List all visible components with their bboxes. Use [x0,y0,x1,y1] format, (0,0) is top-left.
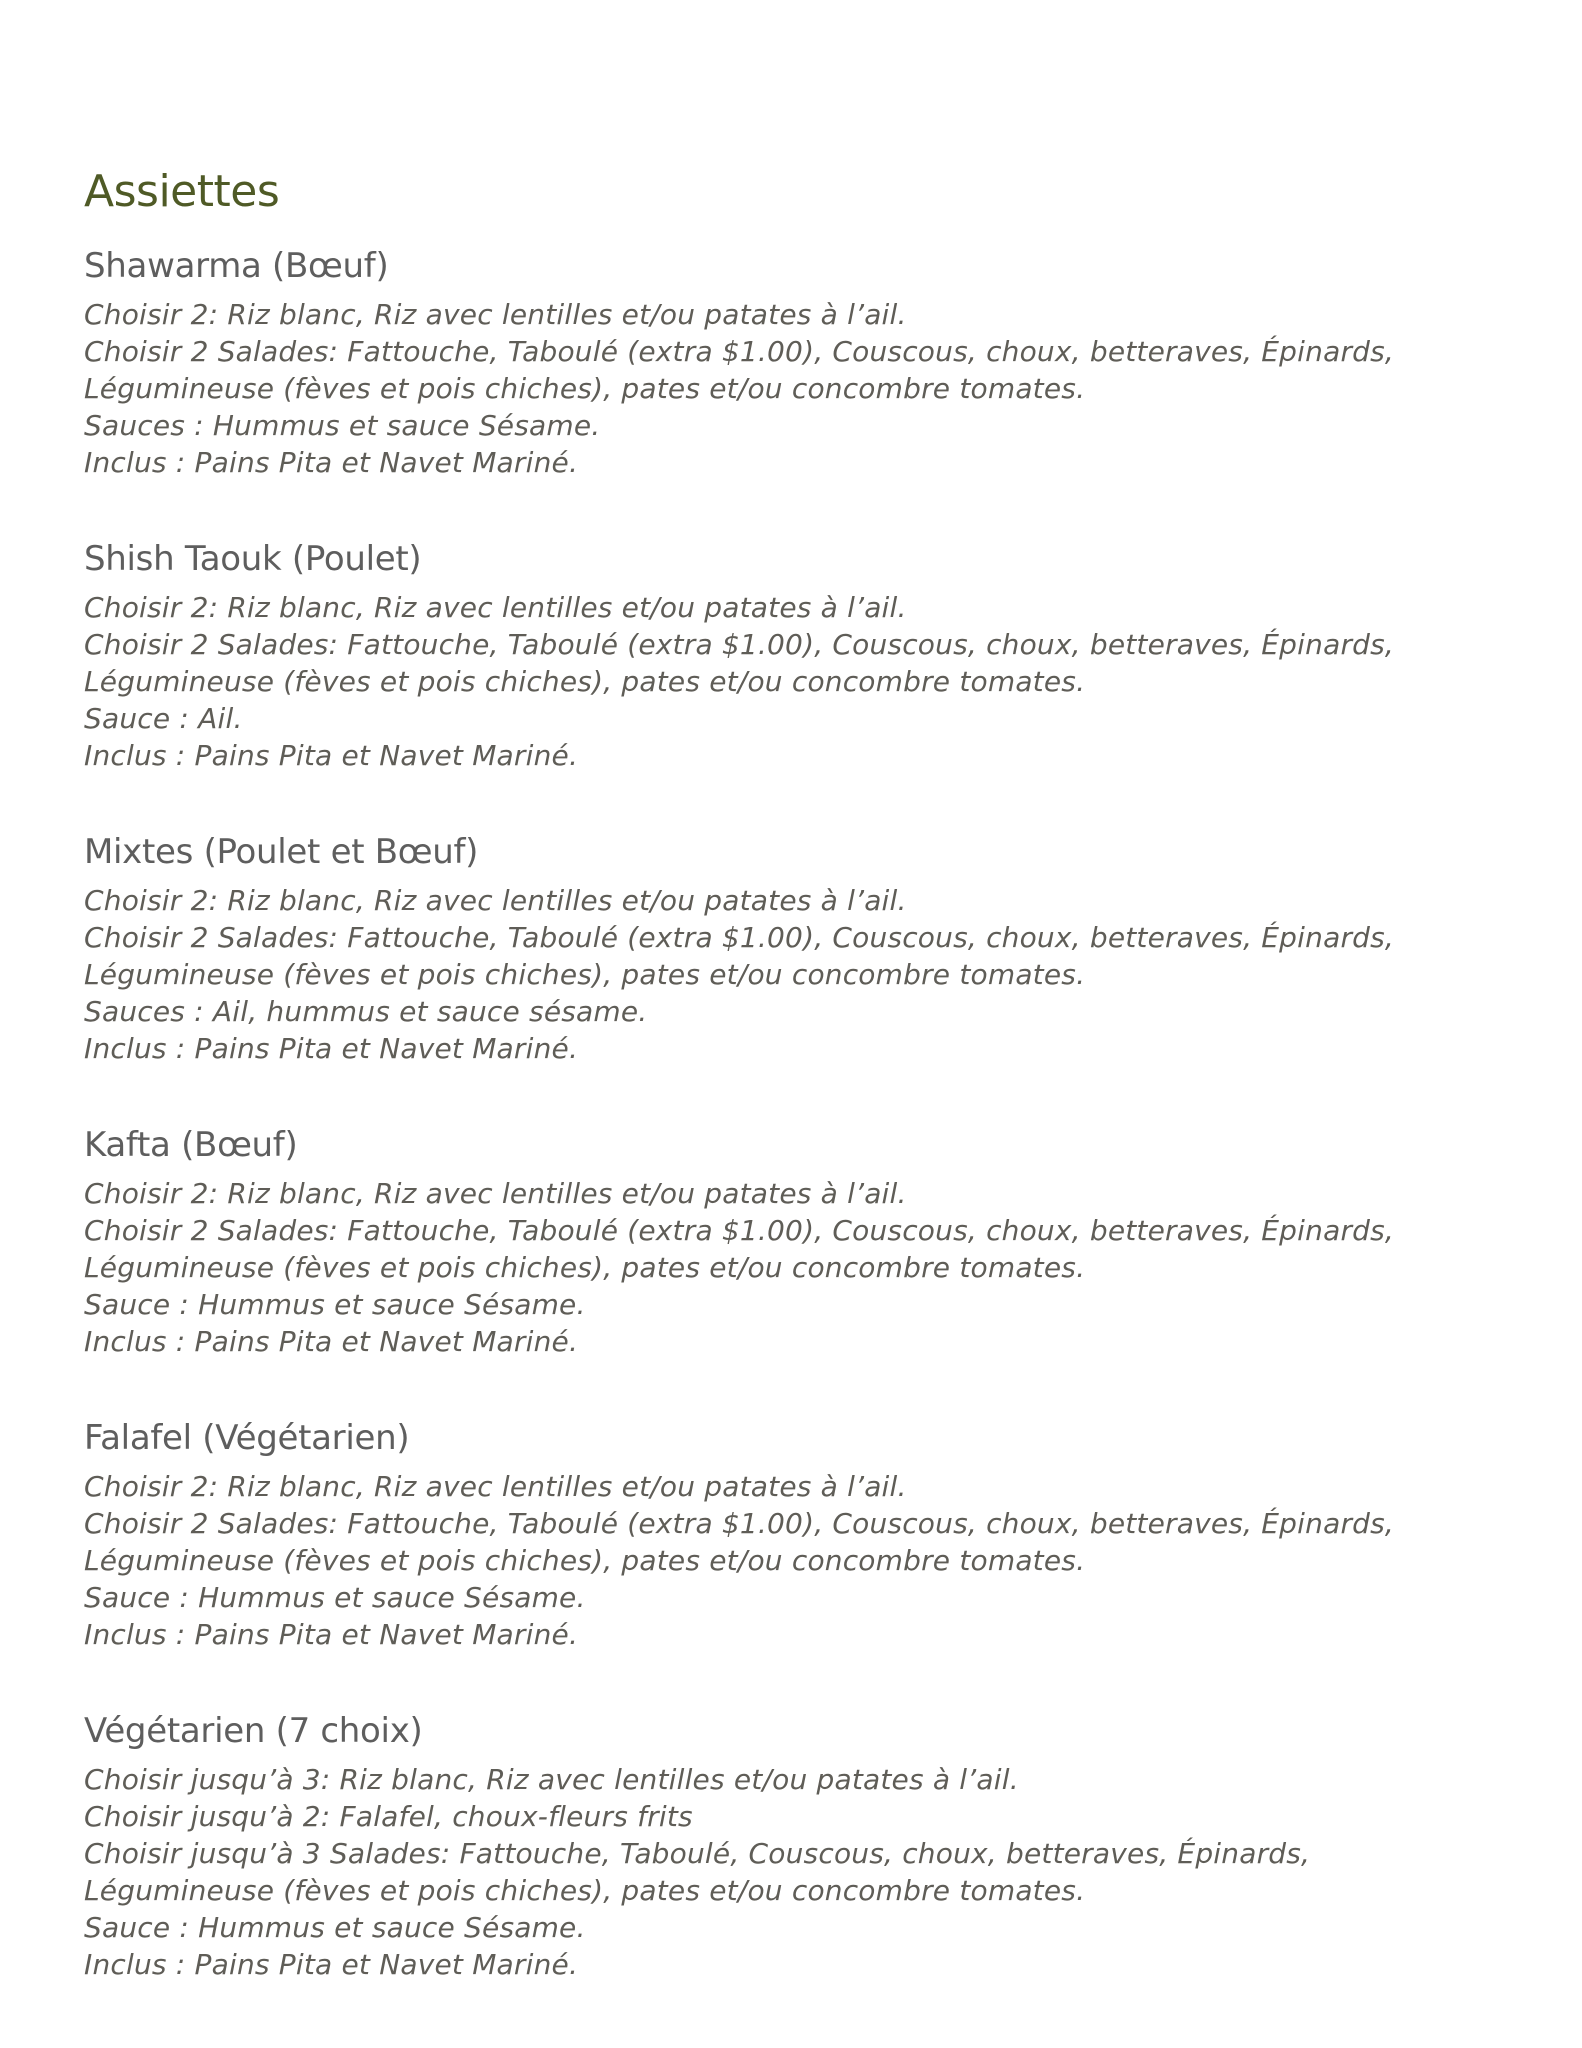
menu-item-title: Kafta (Bœuf) [84,1125,298,1165]
description-line: Choisir 2: Riz blanc, Riz avec lentilles et/ou patates à l’ail. [84,298,907,331]
description-line: Choisir 2 Salades: Fattouche, Taboulé (extra $1.00), Couscous, choux, betteraves, Épinards, [84,335,1395,368]
description-line: Sauce : Hummus et sauce Sésame. [84,1581,586,1614]
menu-item-vegetarien [84,1709,1504,1983]
description-line: Choisir 2: Riz blanc, Riz avec lentilles et/ou patates à l’ail. [84,591,907,624]
description-line: Choisir jusqu’à 3: Riz blanc, Riz avec lentilles et/ou patates à l’ail. [84,1763,1019,1796]
description-line: Choisir 2: Riz blanc, Riz avec lentilles et/ou patates à l’ail. [84,1177,907,1210]
description-line: Inclus : Pains Pita et Navet Mariné. [84,1032,579,1065]
description-line: Légumineuse (fèves et pois chiches), pates et/ou concombre tomates. [84,372,1086,405]
menu-item-description [84,1761,1504,1983]
description-line: Inclus : Pains Pita et Navet Mariné. [84,1948,579,1981]
description-line: Inclus : Pains Pita et Navet Mariné. [84,446,579,479]
menu-item-falafel [84,1416,1504,1653]
description-line: Légumineuse (fèves et pois chiches), pates et/ou concombre tomates. [84,1544,1086,1577]
description-line: Légumineuse (fèves et pois chiches), pates et/ou concombre tomates. [84,665,1086,698]
description-line: Sauces : Hummus et sauce Sésame. [84,409,601,442]
section-title: Assiettes [84,166,280,217]
menu-item-description [84,1175,1504,1360]
description-line: Choisir 2 Salades: Fattouche, Taboulé (extra $1.00), Couscous, choux, betteraves, Épinards, [84,921,1395,954]
description-line: Choisir 2: Riz blanc, Riz avec lentilles et/ou patates à l’ail. [84,884,907,917]
description-line: Choisir jusqu’à 3 Salades: Fattouche, Taboulé, Couscous, choux, betteraves, Épinards, [84,1837,1311,1870]
description-line: Inclus : Pains Pita et Navet Mariné. [84,1618,579,1651]
description-line: Légumineuse (fèves et pois chiches), pates et/ou concombre tomates. [84,1874,1086,1907]
menu-item-shawarma [84,244,1504,481]
description-line: Sauces : Ail, hummus et sauce sésame. [84,995,648,1028]
menu-item-title: Shish Taouk (Poulet) [84,539,422,579]
menu-item-description [84,1468,1504,1653]
description-line: Choisir 2 Salades: Fattouche, Taboulé (extra $1.00), Couscous, choux, betteraves, Épinards, [84,1507,1395,1540]
menu-item-kafta [84,1123,1504,1360]
description-line: Légumineuse (fèves et pois chiches), pates et/ou concombre tomates. [84,1251,1086,1284]
description-line: Sauce : Ail. [84,702,243,735]
description-line: Choisir jusqu’à 2: Falafel, choux-fleurs frits [84,1800,693,1833]
description-line: Choisir 2: Riz blanc, Riz avec lentilles et/ou patates à l’ail. [84,1470,907,1503]
menu-item-description [84,296,1504,481]
description-line: Inclus : Pains Pita et Navet Mariné. [84,739,579,772]
description-line: Choisir 2 Salades: Fattouche, Taboulé (extra $1.00), Couscous, choux, betteraves, Épinards, [84,628,1395,661]
description-line: Sauce : Hummus et sauce Sésame. [84,1288,586,1321]
menu-item-mixtes [84,830,1504,1067]
menu-item-title: Végétarien (7 choix) [84,1711,423,1751]
description-line: Choisir 2 Salades: Fattouche, Taboulé (extra $1.00), Couscous, choux, betteraves, Épinards, [84,1214,1395,1247]
description-line: Sauce : Hummus et sauce Sésame. [84,1911,586,1944]
menu-item-shish-taouk [84,537,1504,774]
menu-item-title: Mixtes (Poulet et Bœuf) [84,832,479,872]
menu-item-description [84,882,1504,1067]
menu-page [84,164,1504,2039]
menu-item-title: Shawarma (Bœuf) [84,246,389,286]
description-line: Légumineuse (fèves et pois chiches), pates et/ou concombre tomates. [84,958,1086,991]
description-line: Inclus : Pains Pita et Navet Mariné. [84,1325,579,1358]
menu-item-description [84,589,1504,774]
menu-item-title: Falafel (Végétarien) [84,1418,410,1458]
